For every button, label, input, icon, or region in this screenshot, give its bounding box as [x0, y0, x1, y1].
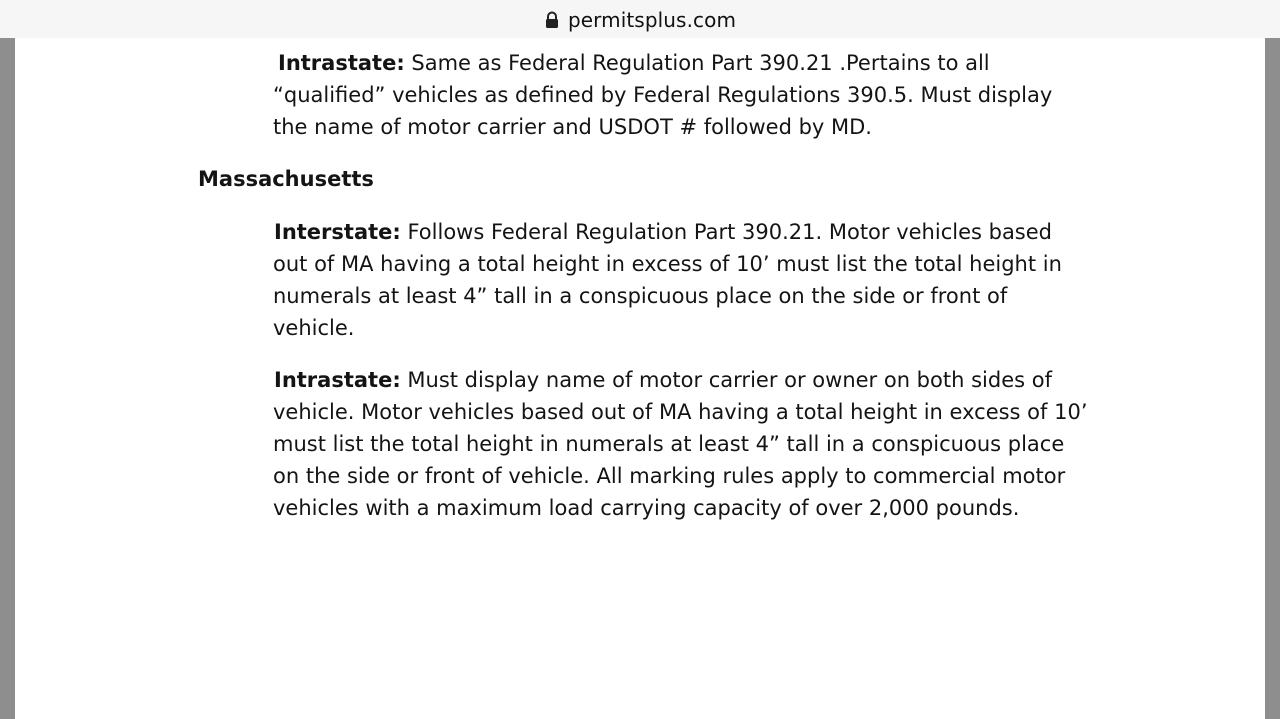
intrastate-paragraph-ma: [273, 364, 1093, 524]
page-viewport[interactable]: [0, 38, 1280, 719]
url-text: permitsplus.com: [567, 7, 737, 32]
intrastate-label: Intrastate:: [274, 368, 401, 392]
interstate-paragraph-ma: [273, 216, 1093, 344]
intrastate-text: Same as Federal Regulation Part 390.21 .Pertains to all “qualified” vehicles as defined by Federal Regulations 390.5. Must display the name of motor carrier and USDOT # followed by MD.: [273, 51, 1053, 139]
interstate-label: Interstate:: [274, 220, 401, 244]
intrastate-label: Intrastate:: [278, 51, 405, 75]
intrastate-paragraph-md: [273, 47, 1093, 143]
state-heading-massachusetts: Massachusetts: [198, 167, 374, 191]
url-display[interactable]: [544, 8, 736, 32]
browser-address-bar[interactable]: [0, 0, 1280, 38]
intrastate-text: Must display name of motor carrier or owner on both sides of vehicle. Motor vehicles based out of MA having a total height in excess of 10’ must list the total height in numerals at least 4” tall in a conspicuous place on the side or front of vehicle. All marking rules apply to commercial motor vehicles with a maximum load carrying capacity of over 2,000 pounds.: [273, 368, 1088, 520]
document-page: [15, 38, 1265, 719]
lock-icon: [544, 11, 560, 29]
interstate-text: Follows Federal Regulation Part 390.21. Motor vehicles based out of MA having a total height in excess of 10’ must list the total height in numerals at least 4” tall in a conspicuous place on the side or front of vehicle.: [273, 220, 1062, 340]
